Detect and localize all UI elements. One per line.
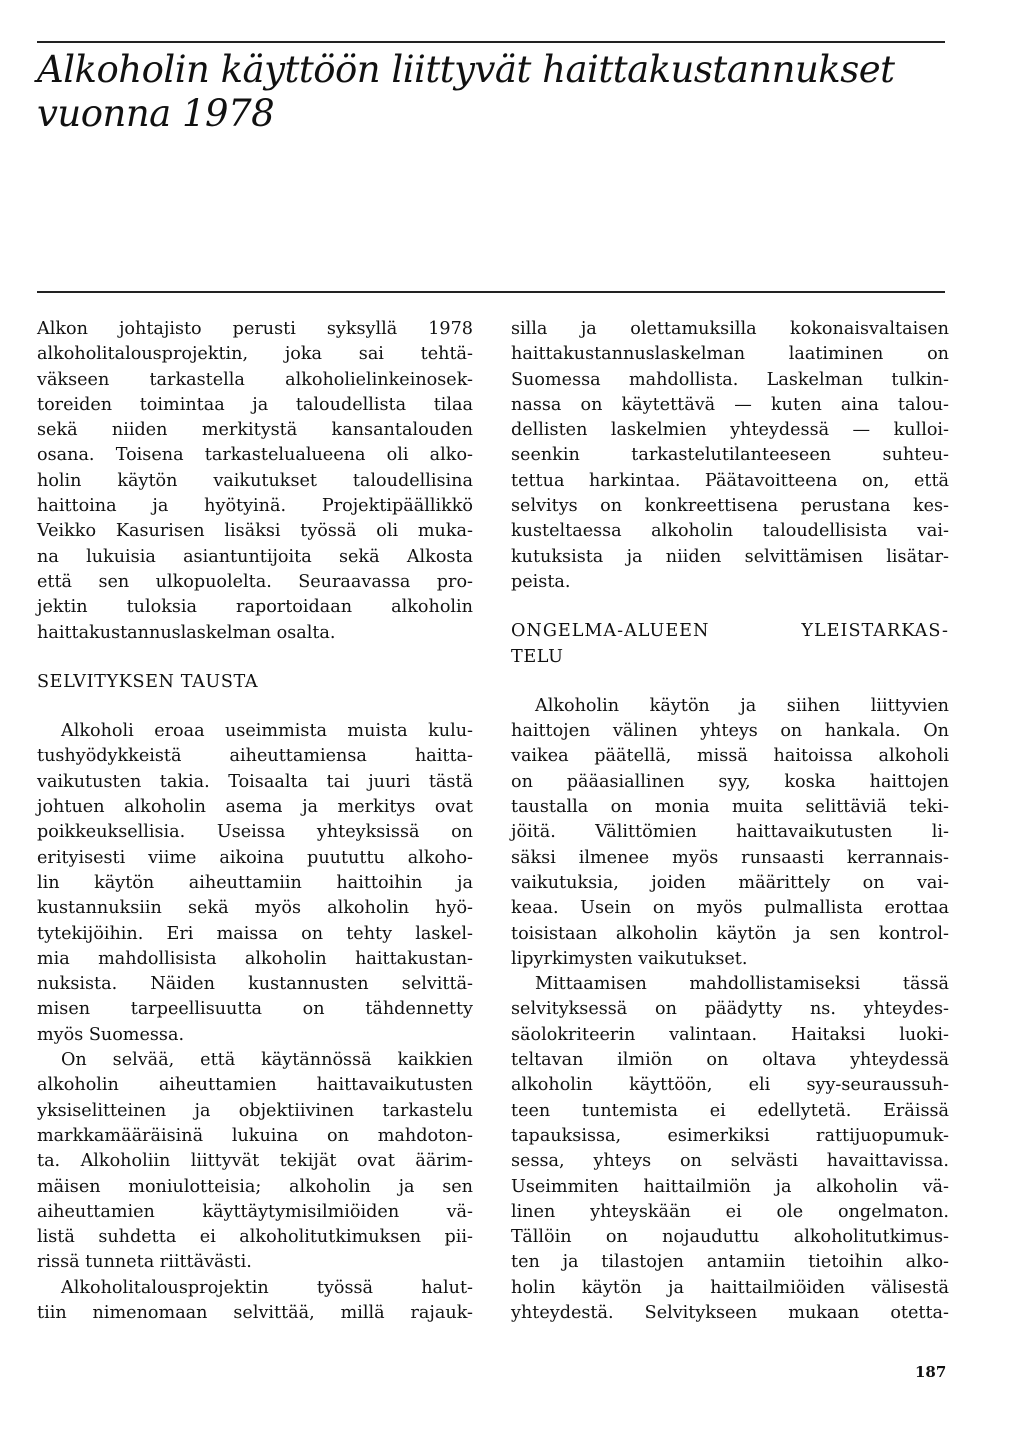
text-line: Suomessa mahdollista. Laskelman tulkin- bbox=[511, 369, 949, 390]
top-rule bbox=[37, 41, 945, 43]
section-rule bbox=[37, 291, 945, 293]
text-line: Useimmiten haittailmiön ja alkoholin vä- bbox=[511, 1176, 949, 1197]
text-line: holin käytön vaikutukset taloudellisina bbox=[37, 470, 473, 491]
text-line: teen tuntemista ei edellytetä. Eräissä bbox=[511, 1100, 949, 1121]
text-line: Alkoholin käytön ja siihen liittyvien bbox=[535, 695, 949, 716]
text-line: haittakustannuslaskelman osalta. bbox=[37, 622, 336, 643]
title-line: Alkoholin käyttöön liittyvät haittakustannukset bbox=[37, 48, 895, 91]
text-line: jöitä. Välittömien haittavaikutusten li- bbox=[511, 822, 949, 843]
text-line: alkoholin aiheuttamien haittavaikutusten bbox=[37, 1075, 473, 1096]
text-line: osana. Toisena tarkastelualueena oli alko- bbox=[37, 445, 473, 466]
text-line: väkseen tarkastella alkoholielinkeinosek- bbox=[37, 369, 473, 390]
text-line: teltavan ilmiön on oltava yhteydessä bbox=[511, 1050, 949, 1071]
text-line: mäisen moniulotteisia; alkoholin ja sen bbox=[37, 1176, 473, 1197]
text-line: selvityksessä on päädytty ns. yhteydes- bbox=[511, 999, 949, 1020]
section-heading: TELU bbox=[511, 646, 564, 667]
text-line: holin käytön ja haittailmiöiden välisestä bbox=[511, 1277, 949, 1298]
text-line: toreiden toimintaa ja taloudellista tilaa bbox=[37, 394, 473, 415]
body-paragraph bbox=[37, 1276, 473, 1327]
text-line: johtuen alkoholin asema ja merkitys ovat bbox=[37, 797, 473, 818]
text-line: kustannuksiin sekä myös alkoholin hyö- bbox=[37, 898, 473, 919]
text-line: säksi ilmenee myös runsaasti kerrannais- bbox=[511, 847, 949, 868]
text-line: listä suhdetta ei alkoholitutkimuksen pii- bbox=[37, 1227, 473, 1248]
text-line: tushyödykkeistä aiheuttamiensa haitta- bbox=[37, 746, 473, 767]
text-line: alkoholin käyttöön, eli syy-seuraussuh- bbox=[511, 1075, 949, 1096]
page-number: 187 bbox=[915, 1363, 947, 1381]
text-line: sessa, yhteys on selvästi havaittavissa. bbox=[511, 1151, 949, 1172]
body-paragraph bbox=[511, 694, 949, 972]
text-line: ten ja tilastojen antamiin tietoihin alko- bbox=[511, 1252, 949, 1273]
text-line: haittoina ja hyötyinä. Projektipäällikkö bbox=[37, 496, 473, 517]
text-line: Alkon johtajisto perusti syksyllä 1978 bbox=[37, 319, 473, 339]
text-line: säolokriteerin valintaan. Haitaksi luoki- bbox=[511, 1024, 949, 1045]
body-paragraph bbox=[37, 1048, 473, 1276]
text-line: poikkeuksellisia. Useissa yhteyksissä on bbox=[37, 822, 473, 843]
text-line: yhteydestä. Selvitykseen mukaan otetta- bbox=[511, 1302, 949, 1323]
text-line: lipyrkimysten vaikutukset. bbox=[511, 948, 748, 969]
text-line: lin käytön aiheuttamiin haittoihin ja bbox=[37, 872, 473, 893]
text-line: myös Suomessa. bbox=[37, 1024, 185, 1045]
text-line: tapauksissa, esimerkiksi rattijuopumuk- bbox=[511, 1125, 949, 1146]
text-line: ta. Alkoholiin liittyvät tekijät ovat äärim- bbox=[37, 1151, 473, 1172]
text-line: haittakustannuslaskelman laatiminen on bbox=[511, 344, 949, 365]
text-line: selvitys on konkreettisena perustana kes- bbox=[511, 496, 949, 517]
intro-paragraph bbox=[37, 317, 473, 646]
text-line: Alkoholitalousprojektin työssä halut- bbox=[61, 1277, 473, 1298]
body-paragraph bbox=[511, 317, 949, 595]
text-line: Veikko Kasurisen lisäksi työssä oli muka- bbox=[37, 521, 473, 542]
text-line: tiin nimenomaan selvittää, millä rajauk- bbox=[37, 1302, 473, 1323]
text-line: että sen ulkopuolelta. Seuraavassa pro- bbox=[37, 571, 473, 592]
text-line: On selvää, että käytännössä kaikkien bbox=[61, 1050, 473, 1071]
text-line: sekä niiden merkitystä kansantalouden bbox=[37, 420, 473, 441]
text-line: dellisten laskelmien yhteydessä — kulloi- bbox=[511, 420, 949, 441]
text-line: erityisesti viime aikoina puututtu alkoho- bbox=[37, 847, 473, 868]
left-column bbox=[37, 317, 473, 1326]
text-line: tytekijöihin. Eri maissa on tehty laskel- bbox=[37, 923, 473, 944]
text-line: linen yhteyskään ei ole ongelmaton. bbox=[511, 1201, 949, 1222]
text-line: Tällöin on nojauduttu alkoholitutkimus- bbox=[511, 1227, 949, 1248]
section-heading: SELVITYKSEN TAUSTA bbox=[37, 671, 259, 692]
text-line: toisistaan alkoholin käytön ja sen kontrol- bbox=[511, 923, 949, 944]
text-line: haittojen välinen yhteys on hankala. On bbox=[511, 721, 949, 742]
article-title bbox=[37, 48, 987, 136]
text-line: on pääasiallinen syy, koska haittojen bbox=[511, 771, 949, 792]
text-line: taustalla on monia muita selittäviä teki- bbox=[511, 797, 949, 818]
text-line: kutuksista ja niiden selvittämisen lisätar- bbox=[511, 546, 949, 567]
text-line: markkamääräisinä lukuina on mahdoton- bbox=[37, 1125, 473, 1146]
body-paragraph bbox=[511, 972, 949, 1326]
text-line: rissä tunneta riittävästi. bbox=[37, 1252, 252, 1273]
title-line: vuonna 1978 bbox=[37, 92, 275, 135]
body-paragraph bbox=[37, 719, 473, 1048]
text-line: aiheuttamien käyttäytymisilmiöiden vä- bbox=[37, 1201, 473, 1222]
text-line: vaikutusten takia. Toisaalta tai juuri tästä bbox=[37, 771, 473, 792]
section-heading: ONGELMA-ALUEEN YLEISTARKAS- bbox=[511, 621, 949, 642]
text-line: seenkin tarkastelutilanteeseen suhteu- bbox=[511, 445, 949, 466]
text-line: nuksista. Näiden kustannusten selvittä- bbox=[37, 974, 473, 995]
text-line: kusteltaessa alkoholin taloudellisista vai- bbox=[511, 521, 949, 542]
text-line: mia mahdollisista alkoholin haittakustan- bbox=[37, 948, 473, 969]
text-line: na lukuisia asiantuntijoita sekä Alkosta bbox=[37, 546, 473, 567]
text-line: nassa on käytettävä — kuten aina talou- bbox=[511, 394, 949, 415]
text-line: tettua harkintaa. Päätavoitteena on, että bbox=[511, 470, 949, 491]
text-line: vaikea päätellä, missä haitoissa alkoholi bbox=[511, 746, 949, 767]
text-line: peista. bbox=[511, 571, 571, 592]
text-line: yksiselitteinen ja objektiivinen tarkastelu bbox=[37, 1100, 473, 1121]
text-line: keaa. Usein on myös pulmallista erottaa bbox=[511, 898, 949, 919]
text-line: misen tarpeellisuutta on tähdennetty bbox=[37, 999, 473, 1020]
text-line: jektin tuloksia raportoidaan alkoholin bbox=[37, 597, 473, 618]
text-line: Alkoholi eroaa useimmista muista kulu- bbox=[61, 721, 473, 742]
text-line: Mittaamisen mahdollistamiseksi tässä bbox=[535, 974, 949, 995]
text-line: silla ja olettamuksilla kokonaisvaltaisen bbox=[511, 319, 949, 339]
right-column bbox=[511, 317, 949, 1326]
text-line: vaikutuksia, joiden määrittely on vai- bbox=[511, 872, 949, 893]
text-line: alkoholitalousprojektin, joka sai tehtä- bbox=[37, 344, 473, 365]
